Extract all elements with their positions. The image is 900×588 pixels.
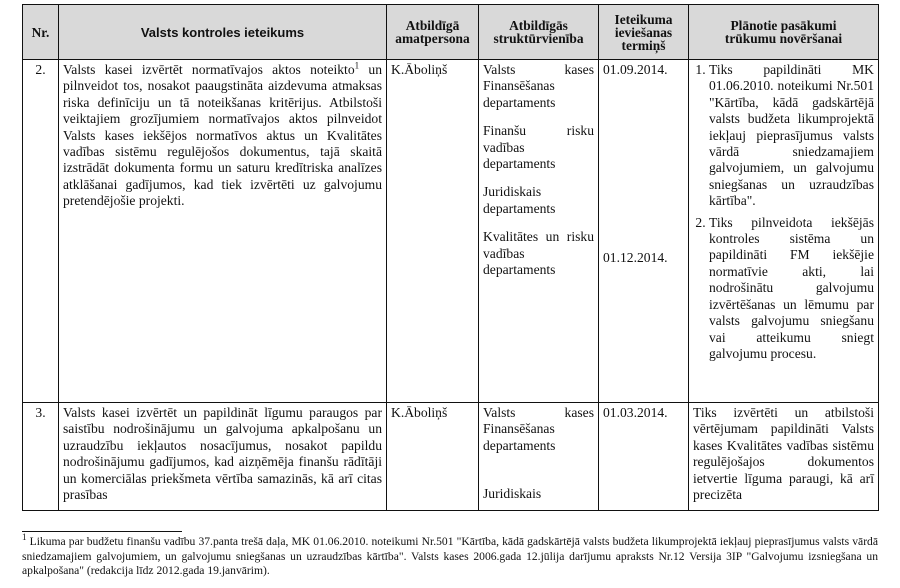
official-cell: K.Āboliņš xyxy=(387,60,479,403)
header-recommendation: Valsts kontroles ieteikums xyxy=(59,5,387,60)
header-nr: Nr. xyxy=(23,5,59,60)
deadline-cell: 01.03.2014. xyxy=(599,403,689,511)
unit-item: Juridiskais xyxy=(483,486,542,502)
unit-cell xyxy=(479,403,599,511)
unit-cell xyxy=(479,60,599,403)
unit-item: Valsts kases Finansēšanas departaments xyxy=(483,62,594,110)
footnote xyxy=(22,532,878,579)
footnote-reference[interactable]: 1 xyxy=(354,60,360,71)
official-cell: K.Āboliņš xyxy=(387,403,479,511)
recommendation-cell: Valsts kasei izvērtēt un papildināt līgumu paraugos par saistību nodrošinājumu un galvojuma apkalpošanu un uzraudzību iekļautos nosacījumus, nosakot papildu nodrošinājumu gadījumos, kad aizņēmēja finanšu rādītāji un komerciālas priekšmeta vērtība samazinās, kā arī citas prasības xyxy=(59,403,387,511)
row-number: 2. xyxy=(23,60,59,403)
footnote-mark: 1 xyxy=(22,532,27,543)
table-row xyxy=(23,60,879,403)
deadline-date: 01.12.2014. xyxy=(603,250,668,266)
measure-item: 1. Tiks papildināti MK 01.06.2010. noteikumi Nr.501 "Kārtība, kādā gadskārtējā valsts budžeta likumprojektā iekļauj pieprasījumus valsts vārdā sniedzamajiem galvojumiem, un galvojumu sniegšanas un uzraudzības kārtība". xyxy=(709,62,874,210)
row-number: 3. xyxy=(23,403,59,511)
measures-cell xyxy=(689,60,879,403)
measure-item: 2. Tiks pilnveidota iekšējās kontroles sistēma un papildināti FM iekšējie normatīvie akti, lai nodrošinātu galvojumu izvērtēšanas un lēmumu par valsts galvojumu sniegšanu vai atteikumu sniegt galvojumu procesu. xyxy=(709,215,874,363)
unit-item: Juridiskais departaments xyxy=(483,184,556,216)
unit-item: Finanšu risku vadības departaments xyxy=(483,123,594,172)
measures-list xyxy=(693,62,874,362)
table-header-row xyxy=(23,5,879,60)
footnote-separator xyxy=(22,531,182,532)
header-measures: Plānotie pasākumi trūkumu novēršanai xyxy=(689,5,879,60)
unit-item: Valsts kases Finansēšanas departaments xyxy=(483,405,594,453)
header-deadline: Ieteikuma ieviešanas termiņš xyxy=(599,5,689,60)
recommendations-table xyxy=(22,4,879,511)
table-row xyxy=(23,403,879,511)
footnote-text: Likuma par budžetu finanšu vadību 37.panta trešā daļa, MK 01.06.2010. noteikumi Nr.501 "Kārtība, kādā gadskārtējā valsts budžeta likumprojektā iekļauj pieprasījumus valsts vārdā sniedzamajiem galvojumiem, un galvojumu sniegšanas un uzraudzības kārtība". Valsts kases 2006.gada 12.jūlija darījumu apraksts Nr.12 Versija 3IP "Galvojumu izsniegšana un apkalpošana" (redakcija līdz 2012.gada 19.janvārim). xyxy=(22,535,878,578)
header-official: Atbildīgā amatpersona xyxy=(387,5,479,60)
unit-item: Kvalitātes un risku vadības departaments xyxy=(483,229,594,278)
header-unit: Atbildīgās struktūrvienība xyxy=(479,5,599,60)
recommendation-cell: Valsts kasei izvērtēt normatīvajos aktos noteikto$^1$ un pilnveidot tos, nosakot paaugstināta aizdevuma atmaksas riska definīciju un tā noteikšanas kritērijus. Atbilstoši veiktajiem grozījumiem normatīvajos aktos pilnveidot Valsts kases iekšējos normatīvos aktus un Kvalitātes vadības sistēmu regulējošos dokumentus, tajā skaitā izstrādāt dokumenta formu un saturu kredītriska analīzes atklāšanai gadījumos, kad tiek izvērtēti uz galvojumu pretendējošie projekti. xyxy=(59,60,387,403)
deadline-date: 01.09.2014. xyxy=(603,62,668,77)
deadline-cell xyxy=(599,60,689,403)
measures-cell: Tiks izvērtēti un atbilstoši vērtējumam papildināti Valsts kases Kvalitātes vadības sistēmu regulējošajos dokumentos ietvertie līguma paraugi, kā arī precizēta xyxy=(689,403,879,511)
